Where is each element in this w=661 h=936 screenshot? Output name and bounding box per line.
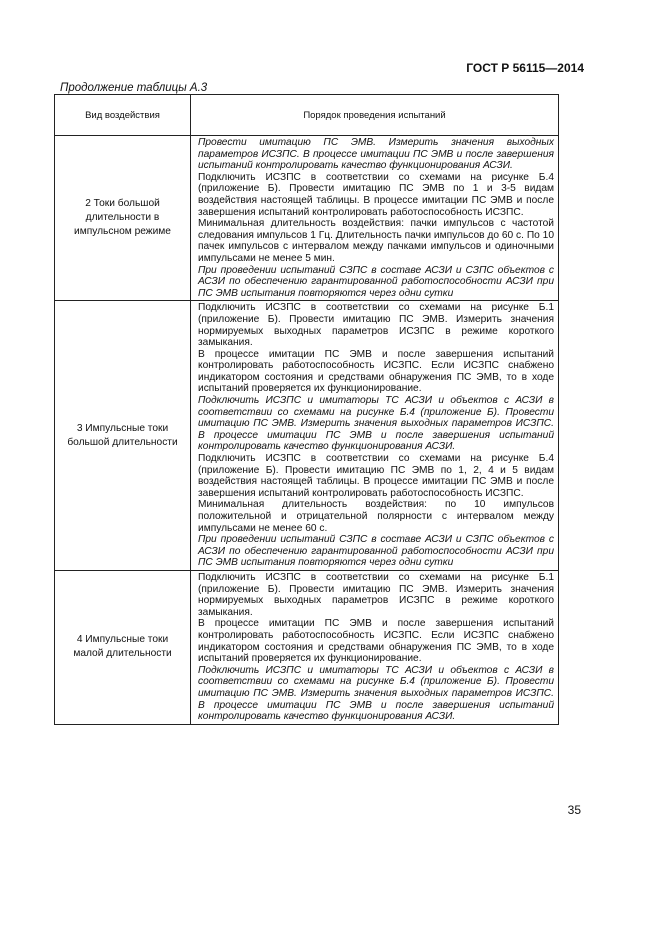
test-procedure-table xyxy=(54,94,559,725)
procedure-cell xyxy=(191,301,559,571)
procedure-paragraph: Подключить ИСЗПС и имитаторы ТС АСЗИ и объектов с АСЗИ в соответствии со схемами на рисунке Б.4 (приложение Б). Провести имитацию ПС ЭМВ. Измерить значения выходных параметров ИСЗПС. В процессе имитации ПС ЭМВ и после завершения испытаний контролировать качество функционирования АСЗИ. xyxy=(198,395,554,453)
procedure-paragraph: При проведении испытаний СЗПС в составе АСЗИ и СЗПС объектов с АСЗИ по обеспечению гарантированной работоспособности АСЗИ при ПС ЭМВ испытания повторяются через одни сутки xyxy=(198,534,554,569)
column-header-impact-type: Вид воздействия xyxy=(55,95,191,136)
table-row xyxy=(55,570,559,724)
standard-number: ГОСТ Р 56115—2014 xyxy=(466,61,584,75)
procedure-paragraph: При проведении испытаний СЗПС в составе АСЗИ и СЗПС объектов с АСЗИ по обеспечению гарантированной работоспособности АСЗИ при ПС ЭМВ испытания повторяются через одни сутки xyxy=(198,264,554,299)
procedure-paragraph: Провести имитацию ПС ЭМВ. Измерить значения выходных параметров ИСЗПС. В процессе имитации ПС ЭМВ и после завершения испытаний контролировать качество функционирования АСЗИ. xyxy=(198,137,554,172)
procedure-paragraph: Подключить ИСЗПС в соответствии со схемами на рисунке Б.4 (приложение Б). Провести имитацию ПС ЭМВ по 1, 2, 4 и 5 видам воздействия настоящей таблицы. В процессе имитации ПС ЭМВ и после завершения испытаний контролировать работоспособность ИСЗПС. xyxy=(198,453,554,499)
page-number: 35 xyxy=(567,803,581,817)
procedure-cell xyxy=(191,136,559,301)
table-continuation-caption: Продолжение таблицы А.3 xyxy=(60,82,208,94)
table-header-row xyxy=(55,95,559,136)
procedure-paragraph: Минимальная длительность воздействия: по 10 импульсов положительной и отрицательной полярности с интервалом между импульсами не менее 60 с. xyxy=(198,499,554,534)
impact-type-cell: 2 Токи большой длительности в импульсном режиме xyxy=(55,136,191,301)
procedure-paragraph: В процессе имитации ПС ЭМВ и после завершения испытаний контролировать работоспособность ИСЗПС. Если ИСЗПС снабжено индикатором состояния и средствами обнаружения ПС ЭМВ, то в ходе испытаний проверяется их функционирование. xyxy=(198,348,554,395)
impact-type-cell: 3 Импульсные токи большой длительности xyxy=(55,301,191,571)
column-header-test-procedure: Порядок проведения испытаний xyxy=(191,95,559,136)
impact-type-cell: 4 Импульсные токи малой длительности xyxy=(55,570,191,724)
procedure-paragraph: Подключить ИСЗПС в соответствии со схемами на рисунке Б.1 (приложение Б). Провести имитацию ПС ЭМВ. Измерить значения нормируемых выходных параметров ИСЗПС в режиме короткого замыкания. xyxy=(198,571,554,618)
table-row xyxy=(55,301,559,571)
procedure-paragraph: В процессе имитации ПС ЭМВ и после завершения испытаний контролировать работоспособность ИСЗПС. Если ИСЗПС снабжено индикатором состояния и средствами обнаружения ПС ЭМВ, то в ходе испытаний проверяется их функционирование. xyxy=(198,618,554,665)
procedure-paragraph: Минимальная длительность воздействия: пачки импульсов с частотой следования импульсов 1 Гц. Длительность пачки импульсов до 60 с. По 10 пачек импульсов с интервалом между пачками импульсов и одиночными импульсами не менее 5 мин. xyxy=(198,218,554,264)
procedure-cell xyxy=(191,570,559,724)
table-row xyxy=(55,136,559,301)
procedure-paragraph: Подключить ИСЗПС в соответствии со схемами на рисунке Б.4 (приложение Б). Провести имитацию ПС ЭМВ по 1 и 3-5 видам воздействия настоящей таблицы. В процессе имитации ПС ЭМВ и после завершения испытаний контролировать работоспособность ИСЗПС. xyxy=(198,171,554,218)
procedure-paragraph: Подключить ИСЗПС и имитаторы ТС АСЗИ и объектов с АСЗИ в соответствии со схемами на рисунке Б.4 (приложение Б). Провести имитацию ПС ЭМВ. Измерить значения выходных параметров ИСЗПС. В процессе имитации ПС ЭМВ и после завершения испытаний контролировать качество функционирования АСЗИ. xyxy=(198,664,554,723)
procedure-paragraph: Подключить ИСЗПС в соответствии со схемами на рисунке Б.1 (приложение Б). Провести имитацию ПС ЭМВ. Измерить значения нормируемых выходных параметров ИСЗПС в режиме короткого замыкания. xyxy=(198,302,554,349)
